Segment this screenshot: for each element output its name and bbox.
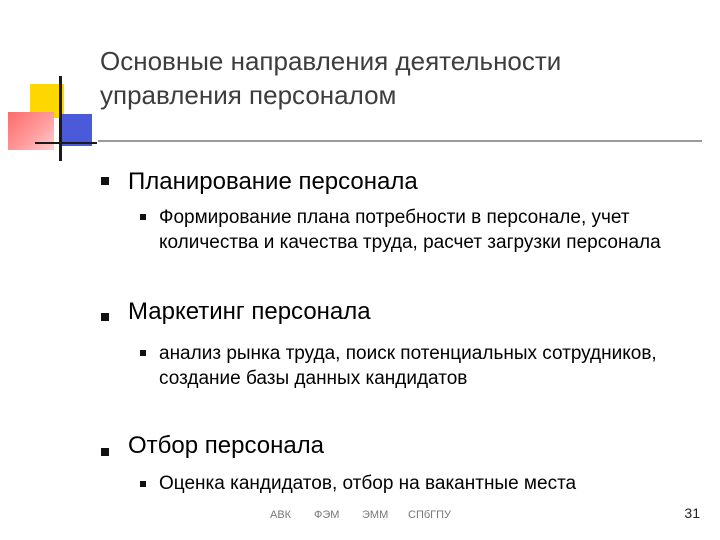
page-number: 31	[684, 505, 700, 521]
section-detail: Формирование плана потребности в персонале, учет количества и качества труда, расчет загрузки персонала	[159, 207, 661, 253]
decorative-logo	[0, 0, 100, 170]
logo-horizontal-line	[35, 142, 97, 144]
section-detail: анализ рынка труда, поиск потенциальных сотрудников, создание базы данных кандидатов	[159, 343, 657, 389]
logo-red-square	[8, 112, 54, 150]
bullet-level2	[140, 214, 146, 220]
bullet-level1	[101, 448, 109, 456]
footer-item: ЭММ	[362, 509, 389, 521]
bullet-level2	[140, 481, 146, 487]
bullet-level2	[140, 350, 146, 356]
footer-item: ФЭМ	[314, 509, 340, 521]
section-heading: Маркетинг персонала	[128, 298, 371, 325]
bullet-level1	[101, 313, 109, 321]
bullet-level1	[101, 177, 109, 185]
footer-item: АВК	[270, 509, 292, 521]
logo-vertical-line	[59, 76, 62, 161]
title-divider	[98, 140, 702, 142]
slide-title: Основные направления деятельности управления персоналом	[100, 46, 562, 110]
footer-item: СПбГПУ	[408, 509, 452, 521]
section-detail: Оценка кандидатов, отбор на вакантные места	[159, 473, 577, 494]
section-heading: Планирование персонала	[128, 168, 418, 195]
section-heading: Отбор персонала	[128, 432, 325, 459]
